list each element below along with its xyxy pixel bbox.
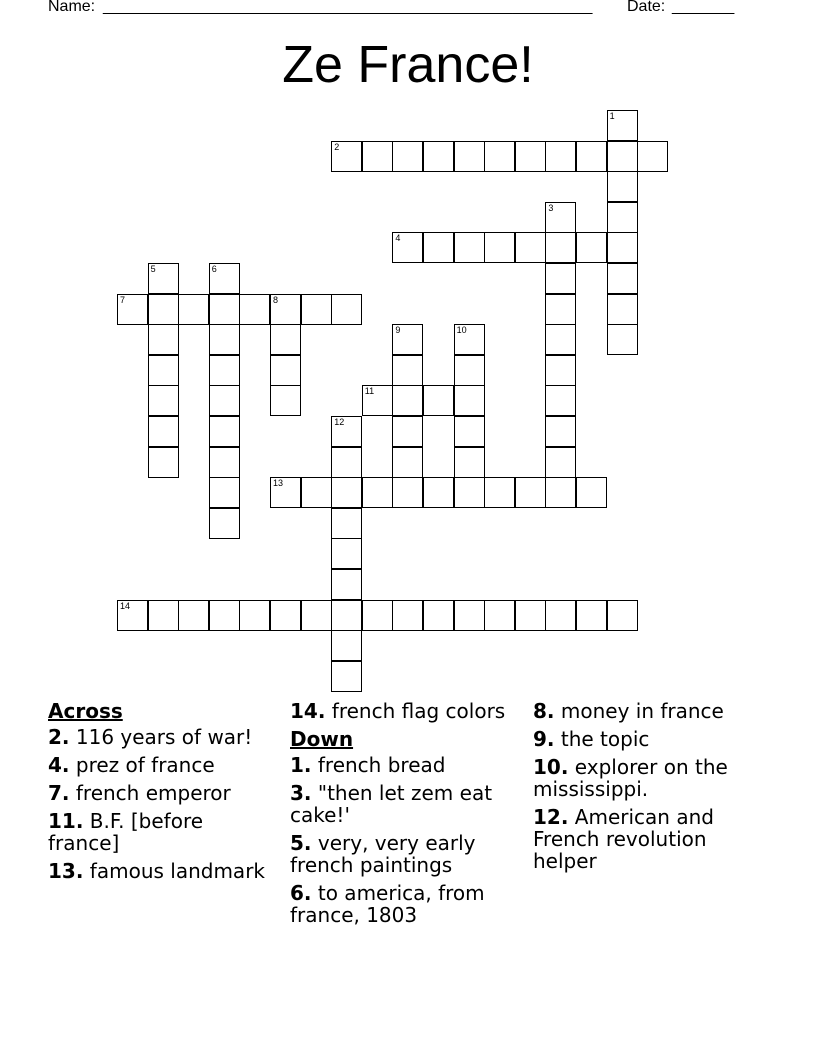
grid-cell[interactable]: [331, 630, 362, 661]
cell-number: 14: [120, 600, 131, 611]
grid-cell[interactable]: [117, 600, 148, 631]
grid-cell[interactable]: [607, 110, 638, 141]
grid-cell[interactable]: [331, 600, 362, 631]
grid-cell[interactable]: [270, 477, 301, 508]
clue-number: 2.: [48, 725, 70, 749]
clue-text: famous landmark: [89, 859, 265, 883]
clue-across-4: [48, 754, 280, 776]
grid-cell[interactable]: [178, 294, 209, 325]
date-label: Date:: [627, 0, 666, 15]
grid-cell[interactable]: [209, 447, 240, 478]
cell-number: 3: [548, 202, 554, 213]
cell-number: 6: [211, 264, 217, 274]
clue-across-13: [48, 860, 280, 882]
grid-cell[interactable]: [209, 600, 240, 631]
clue-across-2: [48, 726, 280, 748]
cell-number: 10: [456, 325, 467, 336]
cell-number: 12: [334, 417, 345, 427]
grid-cell[interactable]: [515, 600, 546, 631]
cell-number: 7: [120, 294, 126, 305]
grid-cell[interactable]: [545, 447, 576, 478]
across-heading: Across: [48, 699, 123, 723]
clue-text: to america, from france, 1803: [290, 881, 485, 927]
grid-cell[interactable]: [423, 385, 454, 416]
grid-cell[interactable]: [545, 141, 576, 172]
clue-down-12: [533, 806, 773, 872]
clues-column-2: [290, 700, 516, 932]
clue-across-7: [48, 782, 280, 804]
grid-cell[interactable]: [392, 141, 423, 172]
grid-cell[interactable]: [148, 385, 179, 416]
grid-cell[interactable]: [545, 385, 576, 416]
grid-cell[interactable]: [545, 416, 576, 447]
grid-cell[interactable]: [576, 600, 607, 631]
grid-cell[interactable]: [484, 477, 515, 508]
grid-cell[interactable]: [209, 477, 240, 508]
grid-cell[interactable]: [423, 600, 454, 631]
grid-cell[interactable]: [331, 538, 362, 569]
grid-cell[interactable]: [515, 232, 546, 263]
grid-cell[interactable]: [301, 294, 332, 325]
grid-cell[interactable]: [270, 294, 301, 325]
grid-cell[interactable]: [484, 600, 515, 631]
grid-cell[interactable]: [454, 385, 485, 416]
grid-cell[interactable]: [423, 232, 454, 263]
clue-number: 1.: [290, 753, 312, 777]
clue-down-5: [290, 832, 516, 876]
grid-cell[interactable]: [545, 202, 576, 233]
clue-number: 14.: [290, 699, 326, 723]
grid-cell[interactable]: [209, 385, 240, 416]
grid-cell[interactable]: [454, 447, 485, 478]
name-field[interactable]: _______________________________________________________: [103, 0, 593, 15]
grid-cell[interactable]: [362, 600, 393, 631]
grid-cell[interactable]: [331, 508, 362, 539]
grid-cell[interactable]: [607, 324, 638, 355]
grid-cell[interactable]: [607, 202, 638, 233]
clue-text: very, very early french paintings: [290, 831, 476, 877]
clue-across-14: [290, 700, 516, 722]
grid-cell[interactable]: [148, 416, 179, 447]
clue-down-9: [533, 728, 773, 750]
grid-cell[interactable]: [607, 600, 638, 631]
grid-cell[interactable]: [392, 447, 423, 478]
grid-cell[interactable]: [117, 294, 148, 325]
grid-cell[interactable]: [392, 385, 423, 416]
clue-text: B.F. [before france]: [48, 809, 204, 855]
grid-cell[interactable]: [331, 661, 362, 692]
grid-cell[interactable]: [239, 294, 270, 325]
grid-cell[interactable]: [545, 324, 576, 355]
grid-cell[interactable]: [301, 477, 332, 508]
grid-cell[interactable]: [392, 324, 423, 355]
page-title: Ze France!: [282, 36, 534, 94]
grid-cell[interactable]: [209, 355, 240, 386]
clue-down-3: [290, 782, 516, 826]
grid-cell[interactable]: [484, 232, 515, 263]
clue-down-1: [290, 754, 516, 776]
grid-cell[interactable]: [423, 141, 454, 172]
grid-cell[interactable]: [454, 477, 485, 508]
clue-number: 5.: [290, 831, 312, 855]
grid-cell[interactable]: [454, 232, 485, 263]
grid-cell[interactable]: [545, 477, 576, 508]
clue-across-11: [48, 810, 280, 854]
clue-number: 3.: [290, 781, 312, 805]
grid-cell[interactable]: [392, 477, 423, 508]
name-label: Name:: [48, 0, 96, 15]
clue-text: 116 years of war!: [75, 725, 253, 749]
grid-cell[interactable]: [545, 294, 576, 325]
grid-cell[interactable]: [607, 141, 638, 172]
clue-number: 8.: [533, 699, 555, 723]
grid-cell[interactable]: [515, 141, 546, 172]
clues-column-3: [533, 700, 773, 878]
grid-cell[interactable]: [270, 600, 301, 631]
clue-text: explorer on the mississippi.: [533, 755, 728, 801]
grid-cell[interactable]: [362, 477, 393, 508]
grid-cell[interactable]: [515, 477, 546, 508]
clue-down-6: [290, 882, 516, 926]
grid-cell[interactable]: [270, 385, 301, 416]
grid-cell[interactable]: [209, 416, 240, 447]
grid-cell[interactable]: [392, 232, 423, 263]
grid-cell[interactable]: [454, 416, 485, 447]
grid-cell[interactable]: [454, 600, 485, 631]
date-field[interactable]: _______: [672, 0, 735, 15]
clue-number: 6.: [290, 881, 312, 905]
down-heading: Down: [290, 727, 354, 751]
grid-cell[interactable]: [148, 355, 179, 386]
cell-number: 4: [395, 233, 401, 244]
grid-cell[interactable]: [607, 263, 638, 294]
grid-cell[interactable]: [331, 294, 362, 325]
grid-cell[interactable]: [607, 294, 638, 325]
clue-down-10: [533, 756, 773, 800]
grid-cell[interactable]: [331, 447, 362, 478]
clue-number: 7.: [48, 781, 70, 805]
grid-cell[interactable]: [209, 294, 240, 325]
grid-cell[interactable]: [576, 232, 607, 263]
grid-cell[interactable]: [637, 141, 668, 172]
clues-column-1: [48, 700, 280, 888]
grid-cell[interactable]: [301, 600, 332, 631]
grid-cell[interactable]: [148, 263, 179, 294]
clue-number: 4.: [48, 753, 70, 777]
clue-text: money in france: [560, 699, 724, 723]
grid-cell[interactable]: [209, 324, 240, 355]
cell-number: 2: [334, 141, 340, 152]
clue-number: 13.: [48, 859, 84, 883]
grid-cell[interactable]: [484, 141, 515, 172]
grid-cell[interactable]: [392, 416, 423, 447]
grid-cell[interactable]: [209, 508, 240, 539]
clue-text: prez of france: [75, 753, 215, 777]
grid-cell[interactable]: [576, 141, 607, 172]
cell-number: 1: [609, 111, 615, 121]
cell-number: 5: [150, 264, 156, 274]
grid-cell[interactable]: [331, 477, 362, 508]
cell-number: 13: [273, 478, 284, 489]
clue-text: American and French revolution helper: [533, 805, 714, 873]
grid-cell[interactable]: [239, 600, 270, 631]
grid-cell[interactable]: [148, 447, 179, 478]
grid-cell[interactable]: [392, 600, 423, 631]
grid-cell[interactable]: [423, 477, 454, 508]
cell-number: 11: [364, 386, 375, 397]
clue-number: 12.: [533, 805, 569, 829]
grid-cell[interactable]: [607, 171, 638, 202]
cell-number: 9: [395, 325, 401, 336]
clue-text: french flag colors: [331, 699, 506, 723]
grid-cell[interactable]: [545, 355, 576, 386]
grid-cell[interactable]: [331, 141, 362, 172]
clue-text: french bread: [317, 753, 446, 777]
grid-cell[interactable]: [362, 385, 393, 416]
grid-cell[interactable]: [454, 355, 485, 386]
grid-cell[interactable]: [148, 294, 179, 325]
clue-text: "then let zem eat cake!': [290, 781, 493, 827]
grid-cell[interactable]: [362, 141, 393, 172]
clue-number: 11.: [48, 809, 84, 833]
grid-cell[interactable]: [178, 600, 209, 631]
grid-cell[interactable]: [331, 569, 362, 600]
grid-cell[interactable]: [607, 232, 638, 263]
grid-cell[interactable]: [545, 263, 576, 294]
clue-down-8: [533, 700, 773, 722]
grid-cell[interactable]: [148, 324, 179, 355]
grid-cell[interactable]: [331, 416, 362, 447]
clue-number: 9.: [533, 727, 555, 751]
grid-cell[interactable]: [545, 600, 576, 631]
clue-text: french emperor: [75, 781, 231, 805]
grid-cell[interactable]: [454, 324, 485, 355]
cell-number: 8: [273, 294, 279, 305]
grid-cell[interactable]: [270, 324, 301, 355]
grid-cell[interactable]: [545, 232, 576, 263]
clue-text: the topic: [560, 727, 650, 751]
grid-cell[interactable]: [270, 355, 301, 386]
grid-cell[interactable]: [209, 263, 240, 294]
grid-cell[interactable]: [576, 477, 607, 508]
grid-cell[interactable]: [454, 141, 485, 172]
grid-cell[interactable]: [392, 355, 423, 386]
clue-number: 10.: [533, 755, 569, 779]
grid-cell[interactable]: [148, 600, 179, 631]
